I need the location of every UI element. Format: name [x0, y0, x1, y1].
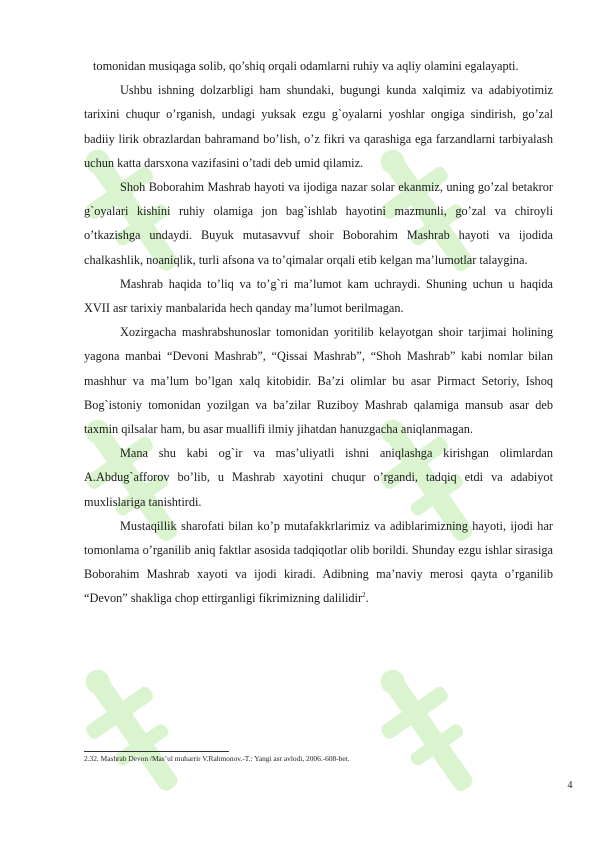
paragraph: tomonidan musiqaga solib, qo’shiq orqali odamlarni ruhiy va aqliy olamini egalayapti. — [93, 59, 519, 73]
footnote-marker: 2 — [362, 591, 366, 600]
paragraph: Mustaqillik sharofati bilan ko’p mutafakkrlarimiz va adiblarimizning hayoti, ijodi har tomonlama o’rganilib aniq faktlar asosida tadqiqotlar olib borildi. Shunday ezgu ishlar sirasiga Boborahim Mashrab xayoti va ijodi kiradi. Adibning ma’naviy merosi qayta o’rganilib “Devon” shakliga chop ettirganligi fikrimizning dalilidir$^2$. — [84, 518, 553, 606]
logo-watermark-icon — [370, 660, 490, 810]
paragraph-text: Mustaqillik sharofati bilan ko’p mutafakkrlarimiz va adiblarimizning hayoti, ijodi har tomonlama o’rganilib aniq faktlar asosida tadqiqotlar olib borildi. Shunday ezgu ishlar sirasiga Boborahim Mashrab xayoti va ijodi kiradi. Adibning ma’naviy merosi qayta o’rganilib “Devon” shakliga chop ettirganligi fikrimizning dalilidir — [84, 518, 553, 606]
paragraph: Mashrab haqida to’liq va to’g`ri ma’lumot kam uchraydi. Shuning uchun u haqida XVII asr tarixiy manbalarida hech qanday ma’lumot berilmagan. — [84, 276, 553, 316]
paragraph: Ushbu ishning dolzarbligi ham shundaki, bugungi kunda xalqimiz va adabiyotimiz tarixini chuqur o’rganish, undagi yuksak ezgu g`oyalarni yoshlar ongiga sindirish, go’zal badiiy lirik obrazlardan bahramand bo’lish, o’z fikri va qarashiga ega farzandlarni tarbiyalash uchun katta darsxona vazifasini o’tadi deb umid qilamiz. — [84, 83, 553, 170]
body-text — [84, 54, 553, 611]
page-number: 4 — [567, 780, 573, 791]
footnote-divider — [84, 751, 229, 752]
paragraph: Shoh Boborahim Mashrab hayoti va ijodiga nazar solar ekanmiz, uning go’zal betakror g`oyalari kishini ruhiy olamiga jon bag`ishlab hayotini mazmunli, go’zal va chiroyli o’tkazishga undaydi. Buyuk mutasavvuf shoir Boborahim Mashrab hayoti va ijodida chalkashlik, noaniqlik, turli afsona va to’qimalar orqali etib kelgan ma’lumotlar talaygina. — [84, 180, 553, 267]
footnote: 2.32. Mashrab Devon /Mas’ul muharrir V.Rahmonov.-T.: Yangi asr avlodi, 2006.-608-bet. — [84, 754, 350, 763]
paragraph: Mana shu kabi og`ir va mas’uliyatli ishni aniqlashga kirishgan olimlardan A.Abdug`afforov bo’lib, u Mashrab xayotini chuqur o’rgandi, tadqiq etdi va adabiyot muxlislariga tanishtirdi. — [84, 446, 553, 509]
paragraph: Xozirgacha mashrabshunoslar tomonidan yoritilib kelayotgan shoir tarjimai holining yagona manbai “Devoni Mashrab”, “Qissai Mashrab”, “Shoh Mashrab” kabi nomlar bilan mashhur va ma’lum bo’lgan xalq kitobidir. Ba’zi olimlar bu asar Pirmact Setoriy, Ishoq Bog`istoniy tomonidan yozilgan va ba’zilar Ruziboy Mashrab qalamiga mansub asar deb taxmin qilsalar ham, bu asar muallifi ilmiy jihatdan hanuzgacha aniqlanmagan. — [84, 325, 553, 437]
logo-watermark-icon — [75, 660, 195, 810]
